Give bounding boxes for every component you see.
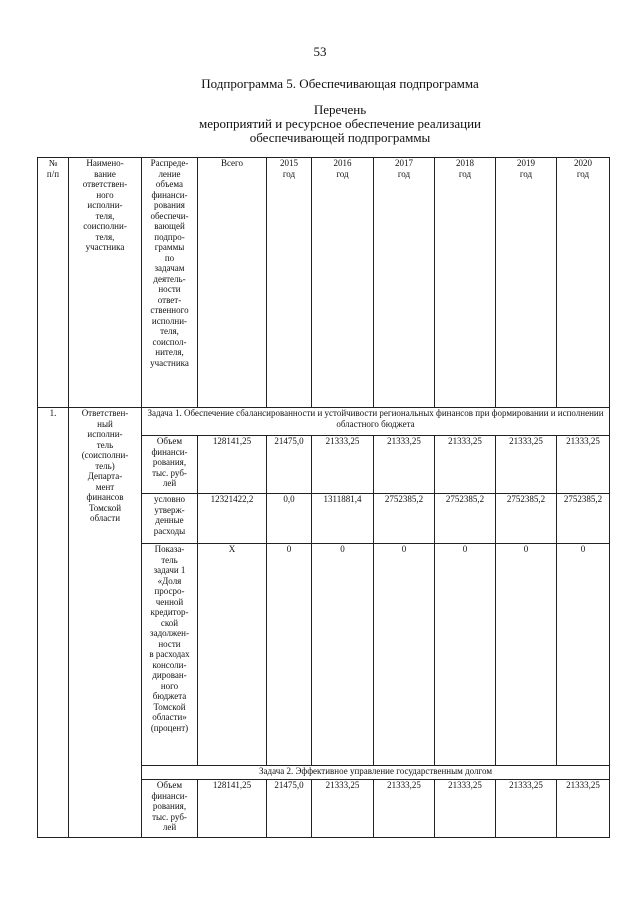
header-name: Наимено- вание ответствен- ного исполни- теля, соисполни- теля, участника <box>69 158 142 408</box>
header-year-2019: 2019 год <box>496 158 557 408</box>
volume2-2017: 21333,25 <box>374 780 435 838</box>
volume2-2019: 21333,25 <box>496 780 557 838</box>
indicator-2016: 0 <box>312 544 374 766</box>
header-year-2018: 2018 год <box>435 158 496 408</box>
indicator-total: X <box>198 544 267 766</box>
volume-total: 128141,25 <box>198 436 267 494</box>
cond-2015: 0,0 <box>267 494 312 544</box>
volume2-2015: 21475,0 <box>267 780 312 838</box>
task1-row <box>38 408 610 436</box>
cond-2019: 2752385,2 <box>496 494 557 544</box>
header-total: Всего <box>198 158 267 408</box>
volume2-label: Объем финанси- рования, тыс. руб- лей <box>142 780 198 838</box>
volume-2017: 21333,25 <box>374 436 435 494</box>
cond-2020: 2752385,2 <box>557 494 610 544</box>
volume-2019: 21333,25 <box>496 436 557 494</box>
header-distribution: Распреде- ление объема финанси- рования обеспечи- вающей подпро- граммы по задачам деятель- ности ответ- ственного исполни- теля, соиспол- нителя, участника <box>142 158 198 408</box>
list-heading <box>0 103 640 145</box>
indicator-2017: 0 <box>374 544 435 766</box>
header-row <box>38 158 610 408</box>
conditional-expenses-label: условно утверж- денные расходы <box>142 494 198 544</box>
task-1-text: Задача 1. Обеспечение сбалансированности и устойчивости региональных финансов при формировании и исполнении областного бюджета <box>142 408 610 436</box>
indicator-2015: 0 <box>267 544 312 766</box>
indicator-2018: 0 <box>435 544 496 766</box>
volume-2018: 21333,25 <box>435 436 496 494</box>
header-year-2016: 2016 год <box>312 158 374 408</box>
volume2-2016: 21333,25 <box>312 780 374 838</box>
header-num: № п/п <box>38 158 69 408</box>
page-number: 53 <box>313 44 327 59</box>
measures-table <box>37 157 610 838</box>
volume-2016: 21333,25 <box>312 436 374 494</box>
cond-2017: 2752385,2 <box>374 494 435 544</box>
header-year-2015: 2015 год <box>267 158 312 408</box>
volume2-2020: 21333,25 <box>557 780 610 838</box>
volume-2020: 21333,25 <box>557 436 610 494</box>
responsible-executor: Ответствен- ный исполни- тель (соисполни- тель) Департа- мент финансов Томской области <box>69 408 142 838</box>
row-number: 1. <box>38 408 69 838</box>
cond-total: 12321422,2 <box>198 494 267 544</box>
list-heading-line-2: мероприятий и ресурсное обеспечение реализации <box>198 116 482 131</box>
volume-2015: 21475,0 <box>267 436 312 494</box>
header-year-2020: 2020 год <box>557 158 610 408</box>
indicator-2020: 0 <box>557 544 610 766</box>
volume2-2018: 21333,25 <box>435 780 496 838</box>
list-heading-line-3: обеспечивающей подпрограммы <box>249 130 431 145</box>
volume2-total: 128141,25 <box>198 780 267 838</box>
indicator-2019: 0 <box>496 544 557 766</box>
header-year-2017: 2017 год <box>374 158 435 408</box>
task-2-text: Задача 2. Эффективное управление государственным долгом <box>142 766 610 780</box>
indicator-label: Показа- тель задачи 1 «Доля просро- ченной кредитор- ской задолжен- ности в расходах консоли- дирован- ного бюджета Томской области» (процент) <box>142 544 198 766</box>
cond-2018: 2752385,2 <box>435 494 496 544</box>
volume-label: Объем финанси- рования, тыс. руб- лей <box>142 436 198 494</box>
subprogram-title: Подпрограмма 5. Обеспечивающая подпрограмма <box>201 76 479 91</box>
cond-2016: 1311881,4 <box>312 494 374 544</box>
list-heading-line-1: Перечень <box>313 102 367 117</box>
